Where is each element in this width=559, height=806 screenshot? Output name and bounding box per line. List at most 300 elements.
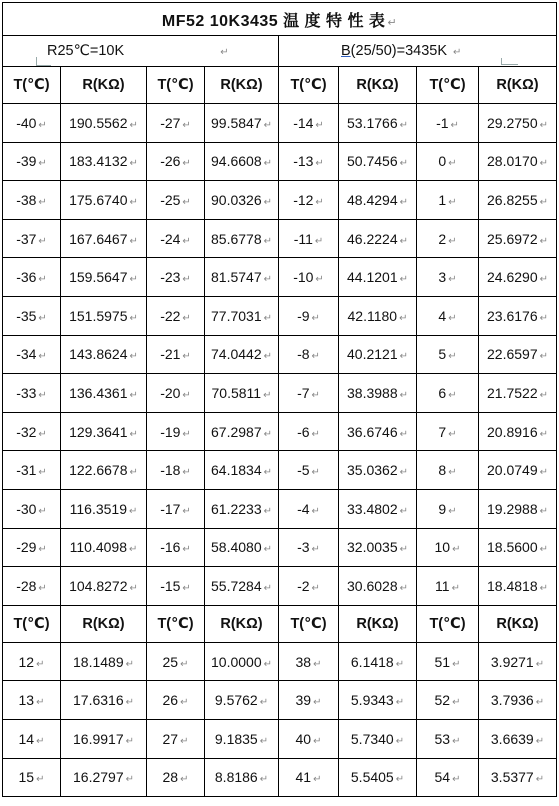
r25-cell <box>3 36 279 67</box>
temperature-value: 27 <box>162 730 179 747</box>
paragraph-mark-icon: ↵ <box>38 119 47 131</box>
resistance-value: 20.8916 <box>487 423 538 440</box>
temperature-cell <box>3 719 61 758</box>
temperature-cell <box>279 681 339 720</box>
paragraph-mark-icon: ↵ <box>129 428 138 440</box>
temperature-cell <box>417 335 479 374</box>
paragraph-mark-icon: ↵ <box>535 658 545 670</box>
paragraph-mark-icon: ↵ <box>539 312 548 324</box>
resistance-cell <box>339 758 417 797</box>
resistance-value: 48.4294 <box>347 191 398 208</box>
paragraph-mark-icon: ↵ <box>263 505 272 517</box>
temperature-value: 52 <box>434 692 451 709</box>
temperature-value: -14 <box>293 114 314 131</box>
resistance-cell <box>479 642 557 681</box>
table-row <box>3 642 557 681</box>
column-header-label: T(℃) <box>429 615 466 632</box>
paragraph-mark-icon: ↵ <box>311 582 320 594</box>
resistance-value: 94.6608 <box>211 153 262 170</box>
resistance-value: 18.1489 <box>73 653 124 670</box>
paragraph-mark-icon: ↵ <box>263 312 272 324</box>
paragraph-mark-icon: ↵ <box>220 47 229 58</box>
paragraph-mark-icon: ↵ <box>313 697 322 709</box>
temperature-cell <box>147 335 205 374</box>
paragraph-mark-icon: ↵ <box>452 735 461 747</box>
paragraph-mark-icon: ↵ <box>38 582 47 594</box>
paragraph-mark-icon: ↵ <box>182 582 191 594</box>
resistance-value: 85.6778 <box>211 230 262 247</box>
paragraph-mark-icon: ↵ <box>311 312 320 324</box>
resistance-cell <box>339 489 417 528</box>
paragraph-mark-icon: ↵ <box>448 274 457 286</box>
table-row <box>3 567 557 606</box>
temperature-cell <box>3 528 61 567</box>
paragraph-mark-icon: ↵ <box>182 274 191 286</box>
resistance-value: 74.0442 <box>211 346 262 363</box>
temperature-value: -39 <box>16 153 37 170</box>
column-header <box>147 67 205 104</box>
resistance-cell <box>205 181 279 220</box>
resistance-value: 16.9917 <box>73 730 124 747</box>
resistance-value: 23.6176 <box>487 307 538 324</box>
temperature-value: 51 <box>434 653 451 670</box>
temperature-value: -30 <box>16 500 37 517</box>
resistance-value: 136.4361 <box>69 384 128 401</box>
temperature-value: -29 <box>16 539 37 556</box>
header-row <box>3 67 557 104</box>
resistance-value: 3.7936 <box>490 692 534 709</box>
column-header <box>479 67 557 104</box>
temperature-value: -28 <box>16 577 37 594</box>
resistance-cell <box>205 219 279 258</box>
temperature-value: -13 <box>293 153 314 170</box>
temperature-cell <box>279 451 339 490</box>
corner-mark-icon <box>501 58 518 65</box>
paragraph-mark-icon: ↵ <box>38 544 47 556</box>
temperature-value: 13 <box>18 692 35 709</box>
resistance-value: 61.2233 <box>211 500 262 517</box>
temperature-value: -33 <box>16 384 37 401</box>
temperature-value: 4 <box>438 307 447 324</box>
temperature-value: -31 <box>16 462 37 479</box>
paragraph-mark-icon: ↵ <box>448 235 457 247</box>
table-row <box>3 681 557 720</box>
paragraph-mark-icon: ↵ <box>539 582 548 594</box>
resistance-value: 143.8624 <box>69 346 128 363</box>
resistance-cell <box>339 719 417 758</box>
paragraph-mark-icon: ↵ <box>128 544 138 556</box>
title-row <box>3 3 557 36</box>
resistance-cell <box>479 142 557 181</box>
paragraph-mark-icon: ↵ <box>182 119 191 131</box>
paragraph-mark-icon: ↵ <box>311 351 320 363</box>
temperature-value: -4 <box>297 500 310 517</box>
paragraph-mark-icon: ↵ <box>311 467 320 479</box>
paragraph-mark-icon: ↵ <box>36 735 45 747</box>
resistance-value: 33.4802 <box>347 500 398 517</box>
paragraph-mark-icon: ↵ <box>180 735 189 747</box>
temperature-value: 6 <box>438 384 447 401</box>
temperature-value: 15 <box>18 769 35 786</box>
column-header <box>417 605 479 642</box>
resistance-cell <box>339 335 417 374</box>
resistance-cell <box>205 719 279 758</box>
resistance-value: 36.6746 <box>347 423 398 440</box>
resistance-cell <box>479 758 557 797</box>
resistance-cell <box>61 335 147 374</box>
paragraph-mark-icon: ↵ <box>315 274 324 286</box>
resistance-cell <box>61 451 147 490</box>
b-letter: B <box>341 43 351 59</box>
table-row <box>3 142 557 181</box>
resistance-cell <box>339 296 417 335</box>
table-title: MF52 10K3435 温 度 特 性 表 <box>161 12 386 30</box>
paragraph-mark-icon: ↵ <box>313 658 322 670</box>
header-row <box>3 605 557 642</box>
temperature-value: 10 <box>434 539 451 556</box>
resistance-cell <box>479 567 557 606</box>
temperature-cell <box>417 681 479 720</box>
paragraph-mark-icon: ↵ <box>180 697 189 709</box>
resistance-value: 21.7522 <box>487 384 538 401</box>
paragraph-mark-icon: ↵ <box>395 697 405 709</box>
temperature-value: -20 <box>160 384 181 401</box>
resistance-cell <box>479 412 557 451</box>
r25-value: R25℃=10K <box>47 43 125 59</box>
resistance-cell <box>205 104 279 143</box>
resistance-cell <box>479 681 557 720</box>
resistance-cell <box>339 258 417 297</box>
paragraph-mark-icon: ↵ <box>539 119 548 131</box>
resistance-value: 20.0749 <box>487 462 538 479</box>
paragraph-mark-icon: ↵ <box>129 312 138 324</box>
paragraph-mark-icon: ↵ <box>448 312 457 324</box>
resistance-value: 81.5747 <box>211 269 262 286</box>
temperature-value: -6 <box>297 423 310 440</box>
temperature-value: 12 <box>18 653 35 670</box>
paragraph-mark-icon: ↵ <box>311 505 320 517</box>
paragraph-mark-icon: ↵ <box>38 389 47 401</box>
table-row <box>3 719 557 758</box>
paragraph-mark-icon: ↵ <box>313 735 322 747</box>
resistance-value: 40.2121 <box>347 346 398 363</box>
paragraph-mark-icon: ↵ <box>539 467 548 479</box>
resistance-cell <box>205 489 279 528</box>
column-header-label: R(KΩ) <box>356 77 399 93</box>
column-header <box>417 67 479 104</box>
resistance-cell <box>339 681 417 720</box>
temperature-value: -10 <box>293 269 314 286</box>
temperature-cell <box>147 296 205 335</box>
resistance-value: 38.3988 <box>347 384 398 401</box>
table-title-cell <box>3 3 557 36</box>
column-header <box>339 605 417 642</box>
paragraph-mark-icon: ↵ <box>453 47 462 58</box>
resistance-cell <box>61 528 147 567</box>
resistance-value: 19.2988 <box>487 500 538 517</box>
paragraph-mark-icon: ↵ <box>263 658 272 670</box>
column-header <box>339 67 417 104</box>
resistance-value: 55.7284 <box>211 577 262 594</box>
table-row <box>3 489 557 528</box>
paragraph-mark-icon: ↵ <box>182 351 191 363</box>
temperature-value: 3 <box>438 269 447 286</box>
column-header-label: R(KΩ) <box>220 77 263 93</box>
resistance-value: 29.2750 <box>487 114 538 131</box>
resistance-value: 64.1834 <box>211 462 262 479</box>
temperature-value: 41 <box>295 769 312 786</box>
temperature-cell <box>147 258 205 297</box>
resistance-cell <box>61 642 147 681</box>
resistance-value: 175.6740 <box>69 191 128 208</box>
resistance-value: 6.1418 <box>350 653 394 670</box>
temperature-cell <box>3 567 61 606</box>
resistance-cell <box>205 335 279 374</box>
resistance-cell <box>339 374 417 413</box>
table-row <box>3 181 557 220</box>
resistance-value: 18.5600 <box>487 539 538 556</box>
resistance-value: 116.3519 <box>69 500 127 517</box>
temperature-value: 54 <box>434 769 451 786</box>
resistance-cell <box>61 104 147 143</box>
temperature-cell <box>279 181 339 220</box>
resistance-cell <box>339 567 417 606</box>
temperature-value: -2 <box>297 577 310 594</box>
paragraph-mark-icon: ↵ <box>399 544 408 556</box>
temperature-cell <box>3 451 61 490</box>
paragraph-mark-icon: ↵ <box>311 544 320 556</box>
temperature-cell <box>3 104 61 143</box>
resistance-cell <box>479 104 557 143</box>
resistance-cell <box>61 681 147 720</box>
paragraph-mark-icon: ↵ <box>399 312 408 324</box>
temperature-value: 5 <box>438 346 447 363</box>
paragraph-mark-icon: ↵ <box>259 697 269 709</box>
paragraph-mark-icon: ↵ <box>399 467 408 479</box>
paragraph-mark-icon: ↵ <box>36 774 45 786</box>
temperature-cell <box>3 758 61 797</box>
paragraph-mark-icon: ↵ <box>539 428 548 440</box>
resistance-cell <box>479 258 557 297</box>
temperature-value: -3 <box>297 539 310 556</box>
resistance-value: 24.6290 <box>487 269 538 286</box>
paragraph-mark-icon: ↵ <box>38 274 47 286</box>
paragraph-mark-icon: ↵ <box>399 351 408 363</box>
column-header <box>3 67 61 104</box>
temperature-cell <box>279 719 339 758</box>
table-row <box>3 219 557 258</box>
column-header <box>205 605 279 642</box>
temperature-value: -21 <box>160 346 181 363</box>
temperature-cell <box>3 681 61 720</box>
resistance-value: 44.1201 <box>347 269 398 286</box>
paragraph-mark-icon: ↵ <box>38 351 47 363</box>
paragraph-mark-icon: ↵ <box>539 505 548 517</box>
temperature-value: -25 <box>160 191 181 208</box>
paragraph-mark-icon: ↵ <box>180 658 189 670</box>
temperature-value: 14 <box>18 730 35 747</box>
temperature-value: -36 <box>16 269 37 286</box>
temperature-cell <box>417 258 479 297</box>
resistance-value: 190.5562 <box>69 114 128 131</box>
column-header-label: R(KΩ) <box>82 77 125 93</box>
resistance-value: 159.5647 <box>69 269 128 286</box>
resistance-value: 8.8186 <box>214 769 258 786</box>
temperature-cell <box>417 489 479 528</box>
temperature-cell <box>3 181 61 220</box>
resistance-value: 90.0326 <box>211 191 262 208</box>
resistance-cell <box>61 489 147 528</box>
paragraph-mark-icon: ↵ <box>448 351 457 363</box>
temperature-cell <box>417 219 479 258</box>
resistance-cell <box>205 681 279 720</box>
temperature-value: -38 <box>16 191 37 208</box>
resistance-value: 3.5377 <box>490 769 534 786</box>
resistance-cell <box>479 451 557 490</box>
paragraph-mark-icon: ↵ <box>399 196 408 208</box>
param-row <box>3 36 557 67</box>
temperature-value: 9 <box>438 500 447 517</box>
paragraph-mark-icon: ↵ <box>36 658 45 670</box>
resistance-cell <box>61 374 147 413</box>
temperature-cell <box>147 681 205 720</box>
resistance-cell <box>61 258 147 297</box>
temperature-cell <box>417 758 479 797</box>
temperature-value: -5 <box>297 462 310 479</box>
temperature-value: -24 <box>160 230 181 247</box>
resistance-value: 3.6639 <box>490 730 534 747</box>
resistance-value: 9.5762 <box>214 692 258 709</box>
b-value-cell <box>279 36 557 67</box>
paragraph-mark-icon: ↵ <box>315 158 324 170</box>
resistance-cell <box>479 528 557 567</box>
resistance-value: 183.4132 <box>69 153 128 170</box>
paragraph-mark-icon: ↵ <box>395 735 405 747</box>
column-header-label: T(℃) <box>290 77 327 93</box>
temperature-cell <box>417 104 479 143</box>
paragraph-mark-icon: ↵ <box>263 389 272 401</box>
resistance-value: 67.2987 <box>211 423 262 440</box>
temperature-value: 2 <box>438 230 447 247</box>
paragraph-mark-icon: ↵ <box>182 505 191 517</box>
paragraph-mark-icon: ↵ <box>263 274 272 286</box>
resistance-value: 77.7031 <box>211 307 262 324</box>
paragraph-mark-icon: ↵ <box>129 196 138 208</box>
temperature-cell <box>3 642 61 681</box>
paragraph-mark-icon: ↵ <box>539 158 548 170</box>
resistance-cell <box>61 412 147 451</box>
column-header <box>205 67 279 104</box>
temperature-cell <box>3 258 61 297</box>
resistance-value: 58.4080 <box>211 539 262 556</box>
paragraph-mark-icon: ↵ <box>129 351 138 363</box>
paragraph-mark-icon: ↵ <box>38 505 47 517</box>
resistance-cell <box>61 567 147 606</box>
temperature-value: 26 <box>162 692 179 709</box>
paragraph-mark-icon: ↵ <box>129 389 138 401</box>
temperature-cell <box>417 642 479 681</box>
resistance-value: 18.4818 <box>487 577 538 594</box>
resistance-value: 151.5975 <box>69 307 128 324</box>
temperature-value: 39 <box>295 692 312 709</box>
thermistor-document <box>2 2 556 797</box>
resistance-cell <box>339 142 417 181</box>
paragraph-mark-icon: ↵ <box>263 544 272 556</box>
resistance-value: 17.6316 <box>73 692 124 709</box>
resistance-cell <box>205 528 279 567</box>
paragraph-mark-icon: ↵ <box>448 467 457 479</box>
paragraph-mark-icon: ↵ <box>263 467 272 479</box>
column-header <box>279 67 339 104</box>
temperature-value: 7 <box>438 423 447 440</box>
temperature-cell <box>3 335 61 374</box>
temperature-cell <box>3 296 61 335</box>
paragraph-mark-icon: ↵ <box>129 235 138 247</box>
resistance-value: 167.6467 <box>69 230 128 247</box>
paragraph-mark-icon: ↵ <box>129 119 138 131</box>
temperature-cell <box>147 567 205 606</box>
temperature-value: -19 <box>160 423 181 440</box>
resistance-cell <box>205 374 279 413</box>
resistance-value: 28.0170 <box>487 153 538 170</box>
paragraph-mark-icon: ↵ <box>452 544 461 556</box>
table-row <box>3 296 557 335</box>
temperature-cell <box>279 412 339 451</box>
paragraph-mark-icon: ↵ <box>129 158 138 170</box>
paragraph-mark-icon: ↵ <box>263 428 272 440</box>
temperature-cell <box>279 374 339 413</box>
column-header-label: T(℃) <box>13 615 50 632</box>
paragraph-mark-icon: ↵ <box>182 158 191 170</box>
resistance-cell <box>339 412 417 451</box>
temperature-cell <box>279 642 339 681</box>
paragraph-mark-icon: ↵ <box>38 467 47 479</box>
temperature-table <box>2 2 557 797</box>
temperature-cell <box>279 489 339 528</box>
resistance-value: 99.5847 <box>211 114 262 131</box>
paragraph-mark-icon: ↵ <box>182 544 191 556</box>
resistance-value: 46.2224 <box>347 230 398 247</box>
column-header-label: R(KΩ) <box>82 615 125 632</box>
resistance-cell <box>205 258 279 297</box>
resistance-value: 129.3641 <box>69 423 128 440</box>
paragraph-mark-icon: ↵ <box>314 235 324 247</box>
temperature-cell <box>147 142 205 181</box>
paragraph-mark-icon: ↵ <box>38 196 47 208</box>
column-header-label: R(KΩ) <box>496 615 539 632</box>
resistance-value: 35.0362 <box>347 462 398 479</box>
paragraph-mark-icon: ↵ <box>535 697 545 709</box>
temperature-value: 40 <box>295 730 312 747</box>
column-header-label: T(℃) <box>290 615 327 632</box>
temperature-value: -26 <box>160 153 181 170</box>
column-header-label: T(℃) <box>13 77 50 93</box>
table-row <box>3 412 557 451</box>
resistance-value: 9.1835 <box>214 730 258 747</box>
resistance-cell <box>205 296 279 335</box>
temperature-cell <box>147 412 205 451</box>
paragraph-mark-icon: ↵ <box>125 697 134 709</box>
temperature-cell <box>3 412 61 451</box>
paragraph-mark-icon: ↵ <box>539 389 548 401</box>
paragraph-mark-icon: ↵ <box>399 235 408 247</box>
temperature-cell <box>279 142 339 181</box>
paragraph-mark-icon: ↵ <box>38 312 47 324</box>
paragraph-mark-icon: ↵ <box>451 582 460 594</box>
temperature-cell <box>147 528 205 567</box>
paragraph-mark-icon: ↵ <box>311 389 320 401</box>
temperature-cell <box>417 374 479 413</box>
